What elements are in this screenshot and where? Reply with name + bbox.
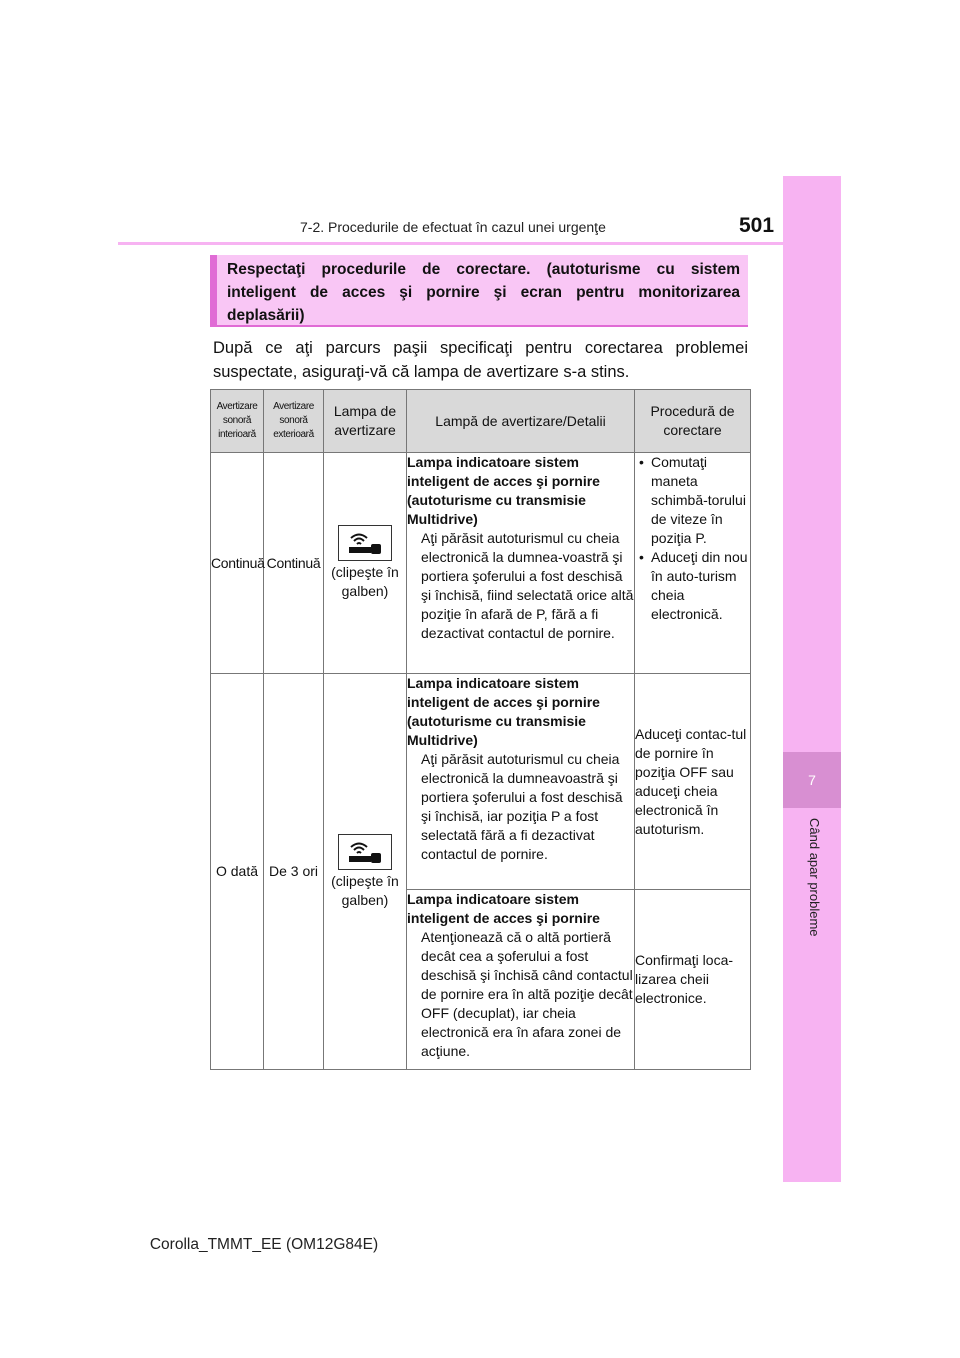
- header-exterior-buzzer: Avertizare sonoră exterioară: [264, 390, 324, 453]
- row1-procedure: [635, 453, 751, 674]
- header-interior-buzzer: Avertizare sonoră interioară: [211, 390, 264, 453]
- row1-interior: Continuă: [211, 453, 264, 674]
- row1-detail-title: Lampa indicatoare sistem inteligent de acces şi pornire (autoturisme cu transmisie Multidrive): [407, 454, 600, 527]
- row2-interior: O dată: [211, 674, 264, 1070]
- intro-paragraph: După ce aţi parcurs paşii specificaţi pentru corectarea problemei suspectate, asiguraţi-vă că lampa de avertizare s-a stins.: [213, 339, 748, 381]
- row1-procedure-item: • Comutaţi maneta schimbă-torului de viteze în poziţia P.: [651, 453, 750, 548]
- header-warning-lamp: Lampa de avertizare: [324, 390, 407, 453]
- table-row: [211, 674, 751, 890]
- header-details: Lampă de avertizare/Detalii: [407, 390, 635, 453]
- smart-key-warning-icon: [338, 834, 392, 870]
- section-title: 7-2. Procedurile de efectuat în cazul unei urgenţe: [300, 219, 606, 235]
- row2-detail-a-title: Lampa indicatoare sistem inteligent de acces şi pornire (autoturisme cu transmisie Multidrive): [407, 675, 600, 748]
- chapter-label: Când apar probleme: [807, 818, 822, 937]
- header-procedure: Procedură de corectare: [635, 390, 751, 453]
- header-rule: [118, 242, 783, 245]
- smart-key-warning-icon: [338, 525, 392, 561]
- table-header-row: [211, 390, 751, 453]
- row2-detail-b-title: Lampa indicatoare sistem inteligent de acces şi pornire: [407, 891, 600, 926]
- chapter-side-tab: [783, 176, 841, 1182]
- row2-exterior: De 3 ori: [264, 674, 324, 1070]
- row2-lamp-note: (clipeşte în galben): [331, 872, 399, 908]
- page-number: 501: [739, 214, 775, 237]
- chapter-number: 7: [783, 752, 841, 808]
- warning-table: [210, 389, 751, 1070]
- row1-lamp-note: (clipeşte în galben): [331, 564, 399, 599]
- row1-procedure-item: • Aduceţi din nou în auto-turism cheia electronică.: [651, 548, 750, 624]
- footer-model: Corolla_TMMT_EE (OM12G84E): [149, 1236, 379, 1253]
- row1-detail-body: Aţi părăsit autoturismul cu cheia electronică la dumnea-voastră şi portiera şoferului a fost deschisă şi închisă, fiind selectată orice altă poziţie în afară de P, fără a fi dezactivat contactul de pornire.: [421, 530, 634, 641]
- table-row: [211, 453, 751, 674]
- row1-exterior: Continuă: [264, 453, 324, 674]
- row2-details-b: [407, 890, 635, 1070]
- procedure-callout: Respectaţi procedurile de corectare. (autoturisme cu sistem inteligent de acces şi pornire şi ecran pentru monitorizarea deplasării): [210, 255, 748, 327]
- row2-detail-a-body: Aţi părăsit autoturismul cu cheia electronică la dumneavoastră şi portiera şoferului a fost deschisă şi închisă, iar poziţia P a fost selectată fără a fi dezactivat contactul de pornire.: [421, 751, 623, 862]
- row1-lamp: [324, 453, 407, 674]
- row2-lamp: [324, 674, 407, 1070]
- row2-details-a: [407, 674, 635, 890]
- row1-details: [407, 453, 635, 674]
- row2-detail-b-body: Atenţionează că o altă portieră decât cea a şoferului a fost deschisă şi închisă când contactul de pornire era în altă poziţie decât OFF (decuplat), iar cheia electronică era în afara zonei de acţiune.: [421, 929, 633, 1059]
- row2-procedure-a: Aduceţi contac-tul de pornire în poziţia OFF sau aduceţi cheia electronică în autoturism.: [635, 674, 751, 890]
- row2-procedure-b: Confirmaţi loca-lizarea cheii electronice.: [635, 890, 751, 1070]
